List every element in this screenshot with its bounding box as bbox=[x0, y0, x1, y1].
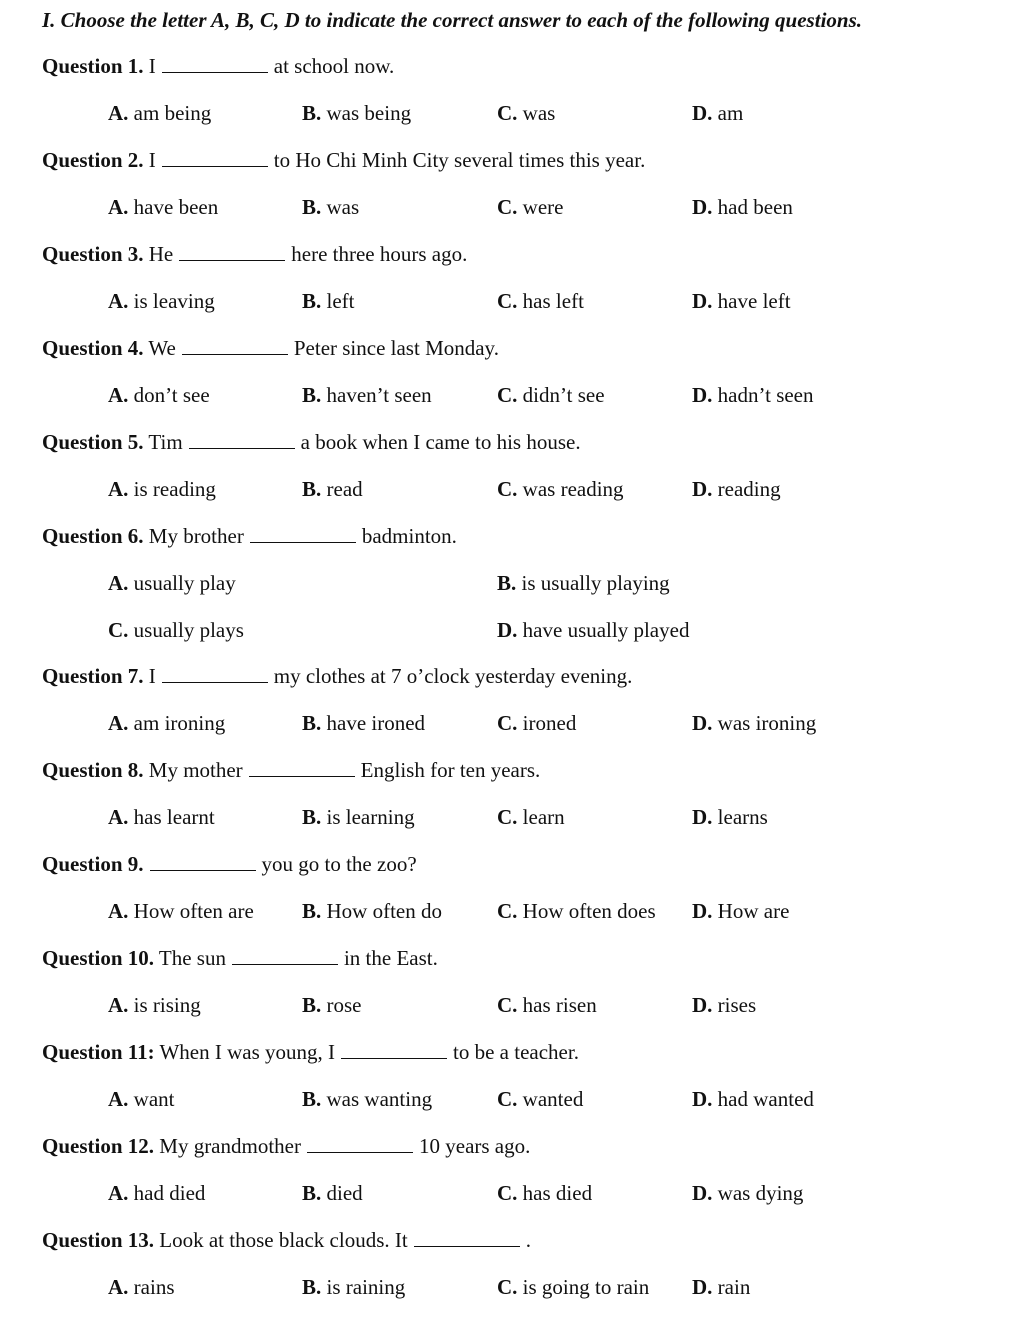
option-letter: D. bbox=[692, 1087, 713, 1111]
answer-blank bbox=[341, 1040, 447, 1059]
option-letter: B. bbox=[497, 571, 517, 595]
option-letter: C. bbox=[497, 805, 518, 829]
option-b[interactable] bbox=[302, 1085, 432, 1113]
question-number: Question 5. bbox=[42, 430, 144, 454]
option-text: is leaving bbox=[133, 289, 215, 313]
answer-blank bbox=[249, 758, 355, 777]
question-number: Question 4. bbox=[42, 336, 144, 360]
option-a[interactable] bbox=[108, 991, 201, 1019]
option-text: wanted bbox=[522, 1087, 584, 1111]
option-letter: A. bbox=[108, 899, 129, 923]
option-a[interactable] bbox=[108, 1273, 175, 1301]
option-a[interactable] bbox=[108, 1179, 205, 1207]
option-text: usually play bbox=[133, 571, 236, 595]
option-text: ironed bbox=[522, 711, 577, 735]
option-text: have left bbox=[717, 289, 791, 313]
option-text: don’t see bbox=[133, 383, 210, 407]
option-text: learns bbox=[717, 805, 768, 829]
option-text: has left bbox=[522, 289, 584, 313]
option-text: hadn’t seen bbox=[717, 383, 814, 407]
option-c[interactable] bbox=[497, 475, 624, 503]
question-text-before: Look at those black clouds. It bbox=[159, 1228, 408, 1252]
option-c[interactable] bbox=[497, 897, 656, 925]
question-text-before: My mother bbox=[148, 758, 243, 782]
option-letter: C. bbox=[497, 899, 518, 923]
option-letter: A. bbox=[108, 477, 129, 501]
option-d[interactable] bbox=[692, 475, 781, 503]
option-letter: C. bbox=[497, 383, 518, 407]
question-number: Question 2. bbox=[42, 148, 144, 172]
option-c[interactable] bbox=[497, 1273, 649, 1301]
option-letter: B. bbox=[302, 383, 322, 407]
question-text-before: My grandmother bbox=[159, 1134, 301, 1158]
question-text-before: I bbox=[148, 664, 156, 688]
option-letter: D. bbox=[692, 289, 713, 313]
option-text: am being bbox=[133, 101, 212, 125]
option-letter: C. bbox=[497, 1275, 518, 1299]
option-c[interactable] bbox=[497, 381, 605, 409]
answer-blank bbox=[179, 242, 285, 261]
option-b[interactable] bbox=[302, 99, 411, 127]
option-c[interactable] bbox=[497, 991, 597, 1019]
option-b[interactable] bbox=[497, 569, 670, 597]
option-c[interactable] bbox=[108, 616, 244, 644]
question-text-after: to Ho Chi Minh City several times this year. bbox=[273, 148, 646, 172]
option-letter: A. bbox=[108, 1275, 129, 1299]
option-b[interactable] bbox=[302, 287, 355, 315]
option-d[interactable] bbox=[692, 287, 791, 315]
answer-blank bbox=[307, 1134, 413, 1153]
option-d[interactable] bbox=[692, 803, 768, 831]
option-b[interactable] bbox=[302, 709, 425, 737]
option-d[interactable] bbox=[692, 1273, 750, 1301]
option-text: is usually playing bbox=[521, 571, 670, 595]
question-text-after: you go to the zoo? bbox=[261, 852, 417, 876]
option-a[interactable] bbox=[108, 569, 236, 597]
option-letter: B. bbox=[302, 1181, 322, 1205]
option-a[interactable] bbox=[108, 99, 211, 127]
option-text: How are bbox=[717, 899, 790, 923]
question-text-after: Peter since last Monday. bbox=[293, 336, 499, 360]
option-b[interactable] bbox=[302, 1179, 363, 1207]
answer-blank bbox=[182, 336, 288, 355]
option-letter: A. bbox=[108, 1087, 129, 1111]
option-text: read bbox=[326, 477, 363, 501]
option-letter: D. bbox=[497, 618, 518, 642]
question-10 bbox=[42, 944, 438, 972]
question-5 bbox=[42, 428, 581, 456]
question-text-before: My brother bbox=[148, 524, 244, 548]
option-letter: B. bbox=[302, 711, 322, 735]
question-text-after: badminton. bbox=[361, 524, 457, 548]
option-c[interactable] bbox=[497, 1085, 583, 1113]
answer-blank bbox=[162, 54, 268, 73]
option-letter: C. bbox=[497, 101, 518, 125]
question-text-before: The sun bbox=[158, 946, 226, 970]
question-number: Question 6. bbox=[42, 524, 144, 548]
option-letter: D. bbox=[692, 899, 713, 923]
question-text-after: . bbox=[525, 1228, 531, 1252]
option-b[interactable] bbox=[302, 475, 363, 503]
option-text: left bbox=[326, 289, 355, 313]
option-a[interactable] bbox=[108, 1085, 175, 1113]
option-letter: D. bbox=[692, 101, 713, 125]
question-12 bbox=[42, 1132, 530, 1160]
option-letter: D. bbox=[692, 383, 713, 407]
option-letter: B. bbox=[302, 993, 322, 1017]
option-text: usually plays bbox=[133, 618, 244, 642]
option-letter: A. bbox=[108, 1181, 129, 1205]
option-text: has learnt bbox=[133, 805, 215, 829]
option-letter: A. bbox=[108, 383, 129, 407]
option-b[interactable] bbox=[302, 803, 415, 831]
question-number: Question 7. bbox=[42, 664, 144, 688]
option-b[interactable] bbox=[302, 381, 432, 409]
question-1 bbox=[42, 52, 394, 80]
question-4 bbox=[42, 334, 499, 362]
option-text: rises bbox=[717, 993, 757, 1017]
option-text: had been bbox=[717, 195, 793, 219]
question-text-before: He bbox=[148, 242, 174, 266]
question-13 bbox=[42, 1226, 531, 1254]
question-number: Question 9. bbox=[42, 852, 144, 876]
option-letter: B. bbox=[302, 289, 322, 313]
option-letter: D. bbox=[692, 711, 713, 735]
question-number: Question 11: bbox=[42, 1040, 155, 1064]
question-number: Question 12. bbox=[42, 1134, 155, 1158]
option-letter: D. bbox=[692, 1275, 713, 1299]
option-a[interactable] bbox=[108, 287, 215, 315]
option-text: am ironing bbox=[133, 711, 226, 735]
option-letter: D. bbox=[692, 195, 713, 219]
option-letter: B. bbox=[302, 1087, 322, 1111]
option-text: died bbox=[326, 1181, 363, 1205]
question-text-before: We bbox=[148, 336, 176, 360]
option-text: am bbox=[717, 101, 744, 125]
option-d[interactable] bbox=[692, 1179, 803, 1207]
question-number: Question 1. bbox=[42, 54, 144, 78]
question-number: Question 10. bbox=[42, 946, 155, 970]
question-text-after: at school now. bbox=[273, 54, 395, 78]
question-text-after: English for ten years. bbox=[360, 758, 541, 782]
option-letter: D. bbox=[692, 477, 713, 501]
option-letter: C. bbox=[497, 1087, 518, 1111]
option-text: is raining bbox=[326, 1275, 406, 1299]
answer-blank bbox=[150, 852, 256, 871]
option-text: was bbox=[326, 195, 360, 219]
option-text: reading bbox=[717, 477, 781, 501]
option-d[interactable] bbox=[692, 1085, 814, 1113]
option-text: is reading bbox=[133, 477, 216, 501]
option-letter: B. bbox=[302, 477, 322, 501]
option-text: want bbox=[133, 1087, 175, 1111]
question-8 bbox=[42, 756, 540, 784]
option-letter: A. bbox=[108, 195, 129, 219]
option-letter: B. bbox=[302, 101, 322, 125]
option-text: How often does bbox=[522, 899, 656, 923]
option-text: How often do bbox=[326, 899, 442, 923]
question-text-before: When I was young, I bbox=[159, 1040, 336, 1064]
option-b[interactable] bbox=[302, 193, 359, 221]
option-b[interactable] bbox=[302, 1273, 405, 1301]
option-letter: D. bbox=[692, 805, 713, 829]
option-c[interactable] bbox=[497, 709, 576, 737]
option-letter: C. bbox=[108, 618, 129, 642]
option-letter: D. bbox=[692, 993, 713, 1017]
option-d[interactable] bbox=[692, 709, 816, 737]
option-text: is learning bbox=[326, 805, 415, 829]
option-text: is rising bbox=[133, 993, 201, 1017]
question-text-after: here three hours ago. bbox=[291, 242, 468, 266]
question-text-after: in the East. bbox=[343, 946, 438, 970]
option-text: was being bbox=[326, 101, 412, 125]
option-text: had wanted bbox=[717, 1087, 814, 1111]
question-number: Question 8. bbox=[42, 758, 144, 782]
question-3 bbox=[42, 240, 467, 268]
answer-blank bbox=[162, 148, 268, 167]
option-text: was reading bbox=[522, 477, 624, 501]
question-text-after: 10 years ago. bbox=[419, 1134, 531, 1158]
option-letter: C. bbox=[497, 1181, 518, 1205]
question-11 bbox=[42, 1038, 579, 1066]
option-text: have been bbox=[133, 195, 219, 219]
answer-blank bbox=[232, 946, 338, 965]
option-letter: A. bbox=[108, 711, 129, 735]
question-text-after: to be a teacher. bbox=[453, 1040, 579, 1064]
option-text: rain bbox=[717, 1275, 751, 1299]
answer-blank bbox=[250, 524, 356, 543]
option-letter: A. bbox=[108, 571, 129, 595]
option-letter: C. bbox=[497, 477, 518, 501]
option-text: was ironing bbox=[717, 711, 817, 735]
option-c[interactable] bbox=[497, 99, 555, 127]
option-text: How often are bbox=[133, 899, 254, 923]
option-text: have ironed bbox=[326, 711, 426, 735]
option-letter: A. bbox=[108, 805, 129, 829]
option-text: didn’t see bbox=[522, 383, 605, 407]
option-text: learn bbox=[522, 805, 565, 829]
option-letter: A. bbox=[108, 101, 129, 125]
question-2 bbox=[42, 146, 645, 174]
option-d[interactable] bbox=[692, 381, 814, 409]
option-text: has risen bbox=[522, 993, 597, 1017]
option-letter: D. bbox=[692, 1181, 713, 1205]
question-9 bbox=[42, 850, 417, 878]
question-text-before: I bbox=[148, 148, 156, 172]
option-b[interactable] bbox=[302, 991, 362, 1019]
option-d[interactable] bbox=[497, 616, 689, 644]
option-a[interactable] bbox=[108, 475, 216, 503]
option-c[interactable] bbox=[497, 193, 563, 221]
option-letter: B. bbox=[302, 195, 322, 219]
option-text: is going to rain bbox=[522, 1275, 650, 1299]
question-number: Question 13. bbox=[42, 1228, 155, 1252]
question-text-before: I bbox=[148, 54, 156, 78]
option-letter: A. bbox=[108, 993, 129, 1017]
option-d[interactable] bbox=[692, 193, 793, 221]
option-c[interactable] bbox=[497, 803, 565, 831]
option-a[interactable] bbox=[108, 803, 215, 831]
option-text: rose bbox=[326, 993, 362, 1017]
option-text: had died bbox=[133, 1181, 206, 1205]
answer-blank bbox=[414, 1228, 520, 1247]
option-text: haven’t seen bbox=[326, 383, 432, 407]
option-d[interactable] bbox=[692, 991, 756, 1019]
option-d[interactable] bbox=[692, 99, 743, 127]
option-a[interactable] bbox=[108, 381, 210, 409]
question-text-after: a book when I came to his house. bbox=[300, 430, 581, 454]
option-c[interactable] bbox=[497, 1179, 592, 1207]
option-text: rains bbox=[133, 1275, 175, 1299]
option-letter: C. bbox=[497, 711, 518, 735]
option-text: were bbox=[522, 195, 564, 219]
option-letter: B. bbox=[302, 805, 322, 829]
option-b[interactable] bbox=[302, 897, 442, 925]
option-text: was bbox=[522, 101, 556, 125]
question-6 bbox=[42, 522, 457, 550]
option-letter: C. bbox=[497, 195, 518, 219]
option-a[interactable] bbox=[108, 193, 218, 221]
question-7 bbox=[42, 662, 632, 690]
option-d[interactable] bbox=[692, 897, 789, 925]
option-text: was wanting bbox=[326, 1087, 433, 1111]
option-letter: A. bbox=[108, 289, 129, 313]
question-text-before: Tim bbox=[148, 430, 183, 454]
option-c[interactable] bbox=[497, 287, 584, 315]
answer-blank bbox=[189, 430, 295, 449]
option-text: has died bbox=[522, 1181, 593, 1205]
option-a[interactable] bbox=[108, 709, 225, 737]
question-text-after: my clothes at 7 o’clock yesterday evening. bbox=[273, 664, 633, 688]
option-text: have usually played bbox=[522, 618, 690, 642]
option-letter: C. bbox=[497, 289, 518, 313]
option-letter: B. bbox=[302, 1275, 322, 1299]
option-letter: C. bbox=[497, 993, 518, 1017]
worksheet-heading: I. Choose the letter A, B, C, D to indicate the correct answer to each of the following questions. bbox=[42, 8, 863, 32]
option-text: was dying bbox=[717, 1181, 804, 1205]
answer-blank bbox=[162, 664, 268, 683]
option-a[interactable] bbox=[108, 897, 254, 925]
question-number: Question 3. bbox=[42, 242, 144, 266]
option-letter: B. bbox=[302, 899, 322, 923]
